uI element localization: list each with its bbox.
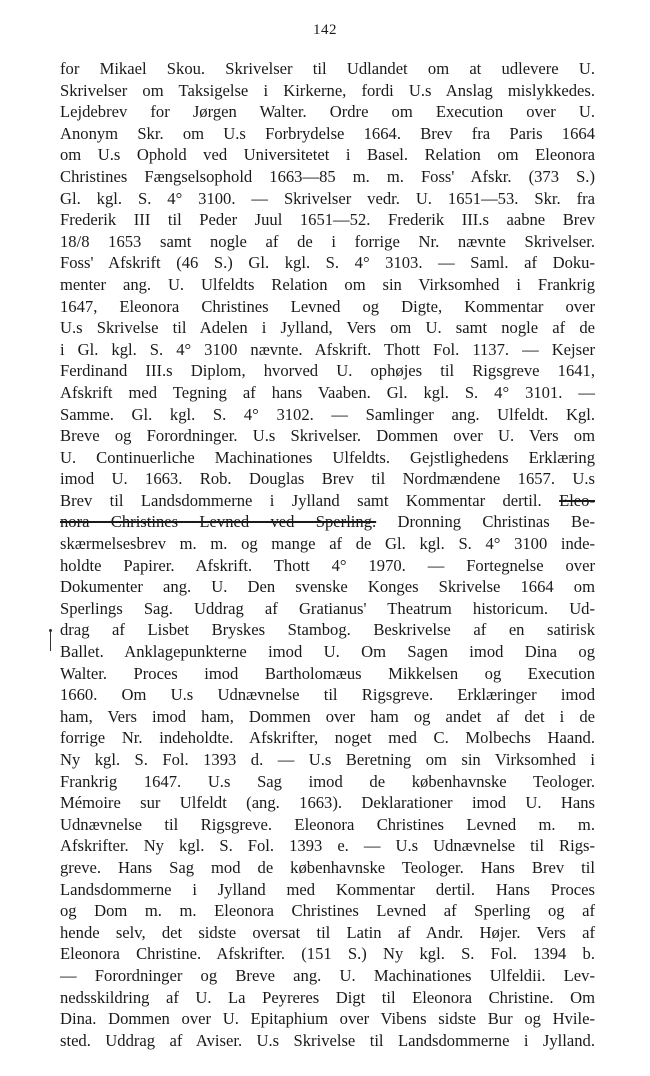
text-line: drag af Lisbet Bryskes Stambog. Beskrivelse af en satirisk (60, 620, 595, 640)
text-line: Frankrig 1647. U.s Sag imod de københavnske Teologer. (60, 771, 595, 791)
text-line: Gl. kgl. S. 4° 3100. — Skrivelser vedr. U. 1651—53. Skr. fra (60, 188, 595, 208)
text-line: Frederik III til Peder Juul 1651—52. Frederik III.s aabne Brev (60, 210, 595, 230)
text-line: nora Christines Levned ved Sperling. Dronning Christinas Be- (60, 512, 595, 532)
margin-mark (50, 629, 53, 651)
text-line: U.s Skrivelse til Adelen i Jylland, Vers om U. samt nogle af de (60, 318, 595, 338)
page-number: 142 (313, 22, 337, 38)
text-line: imod U. 1663. Rob. Douglas Brev til Nordmændene 1657. U.s (60, 469, 595, 489)
text-line: 1647, Eleonora Christines Levned og Digte, Kommentar over (60, 296, 595, 316)
text-line: Afskrifter. Ny kgl. S. Fol. 1393 e. — U.s Udnævnelse til Rigs- (60, 836, 595, 856)
text-line: Ballet. Anklagepunkterne imod U. Om Sagen imod Dina og (60, 642, 595, 662)
text-line: skærmelsesbrev m. m. og mange af de Gl. kgl. S. 4° 3100 inde- (60, 534, 595, 554)
text-line: Skrivelser om Taksigelse i Kirkerne, fordi U.s Anslag mislykkedes. (60, 80, 595, 100)
text-line: nedsskildring af U. La Peyreres Digt til Eleonora Christine. Om (60, 987, 595, 1007)
body-text (60, 58, 595, 1051)
text-line: Udnævnelse til Rigsgreve. Eleonora Christines Levned m. m. (60, 814, 595, 834)
text-line: hende selv, det sidste oversat til Latin af Andr. Højer. Vers af (60, 922, 595, 942)
text-line: for Mikael Skou. Skrivelser til Udlandet om at udlevere U. (60, 59, 595, 78)
text-line: Ferdinand III.s Diplom, hvorved U. ophøjes til Rigsgreve 1641, (60, 361, 595, 381)
text-line: Mémoire sur Ulfeldt (ang. 1663). Deklarationer imod U. Hans (60, 793, 595, 813)
text-line: i Gl. kgl. S. 4° 3100 nævnte. Afskrift. Thott Fol. 1137. — Kejser (60, 339, 595, 359)
text-line: Eleonora Christine. Afskrifter. (151 S.) Ny kgl. S. Fol. 1394 b. (60, 944, 595, 964)
text-line: Christines Fængselsophold 1663—85 m. m. Foss' Afskr. (373 S.) (60, 166, 595, 186)
text-line: Landsdommerne i Jylland med Kommentar dertil. Hans Proces (60, 879, 595, 899)
text-line: Brev til Landsdommerne i Jylland samt Kommentar dertil. Eleo- (60, 490, 595, 510)
text-line: holdte Papirer. Afskrift. Thott 4° 1970. — Fortegnelse over (60, 555, 595, 575)
text-line: U. Continuerliche Machinationes Ulfeldts. Gejstlighedens Erklæring (60, 447, 595, 467)
text-line: 18/8 1653 samt nogle af de i forrige Nr. nævnte Skrivelser. (60, 231, 595, 251)
text-line: — Forordninger og Breve ang. U. Machinationes Ulfeldii. Lev- (60, 965, 595, 985)
text-line: Samme. Gl. kgl. S. 4° 3102. — Samlinger ang. Ulfeldt. Kgl. (60, 404, 595, 424)
text-line: Ny kgl. S. Fol. 1393 d. — U.s Beretning om sin Virksomhed i (60, 750, 595, 769)
text-line: Afskrift med Tegning af hans Vaaben. Gl. kgl. S. 4° 3101. — (60, 382, 595, 402)
text-line: 1660. Om U.s Udnævnelse til Rigsgreve. Erklæringer imod (60, 685, 595, 705)
text-line: om U.s Ophold ved Universitetet i Basel. Relation om Eleonora (60, 145, 595, 165)
struck-text: nora Christines Levned ved Sperling. (60, 512, 377, 532)
struck-text: Eleo- (559, 490, 595, 510)
text-line: sted. Uddrag af Aviser. U.s Skrivelse til Landsdommerne i Jylland. (60, 1030, 595, 1050)
text-line: Walter. Proces imod Bartholomæus Mikkelsen og Execution (60, 663, 595, 683)
text-line: Sperlings Sag. Uddrag af Gratianus' Theatrum historicum. Ud- (60, 598, 595, 618)
text-line: og Dom m. m. Eleonora Christines Levned af Sperling og af (60, 901, 595, 921)
text-line: Dokumenter ang. U. Den svenske Konges Skrivelse 1664 om (60, 577, 595, 597)
text-line: Lejdebrev for Jørgen Walter. Ordre om Execution over U. (60, 102, 595, 122)
text-line: Dina. Dommen over U. Epitaphium over Vibens sidste Bur og Hvile- (60, 1009, 595, 1029)
text-line: Anonym Skr. om U.s Forbrydelse 1664. Brev fra Paris 1664 (60, 123, 595, 143)
text-line: Breve og Forordninger. U.s Skrivelser. Dommen over U. Vers om (60, 426, 595, 446)
text-line: greve. Hans Sag mod de københavnske Teologer. Hans Brev til (60, 857, 595, 877)
text-line: Foss' Afskrift (46 S.) Gl. kgl. S. 4° 3103. — Saml. af Doku- (60, 253, 595, 273)
text-line: forrige Nr. indeholdte. Afskrifter, noget med C. Molbechs Haand. (60, 728, 595, 748)
text-line: ham, Vers imod ham, Dommen over ham og andet af det i de (60, 706, 595, 726)
text-line: menter ang. U. Ulfeldts Relation om sin Virksomhed i Frankrig (60, 274, 595, 294)
